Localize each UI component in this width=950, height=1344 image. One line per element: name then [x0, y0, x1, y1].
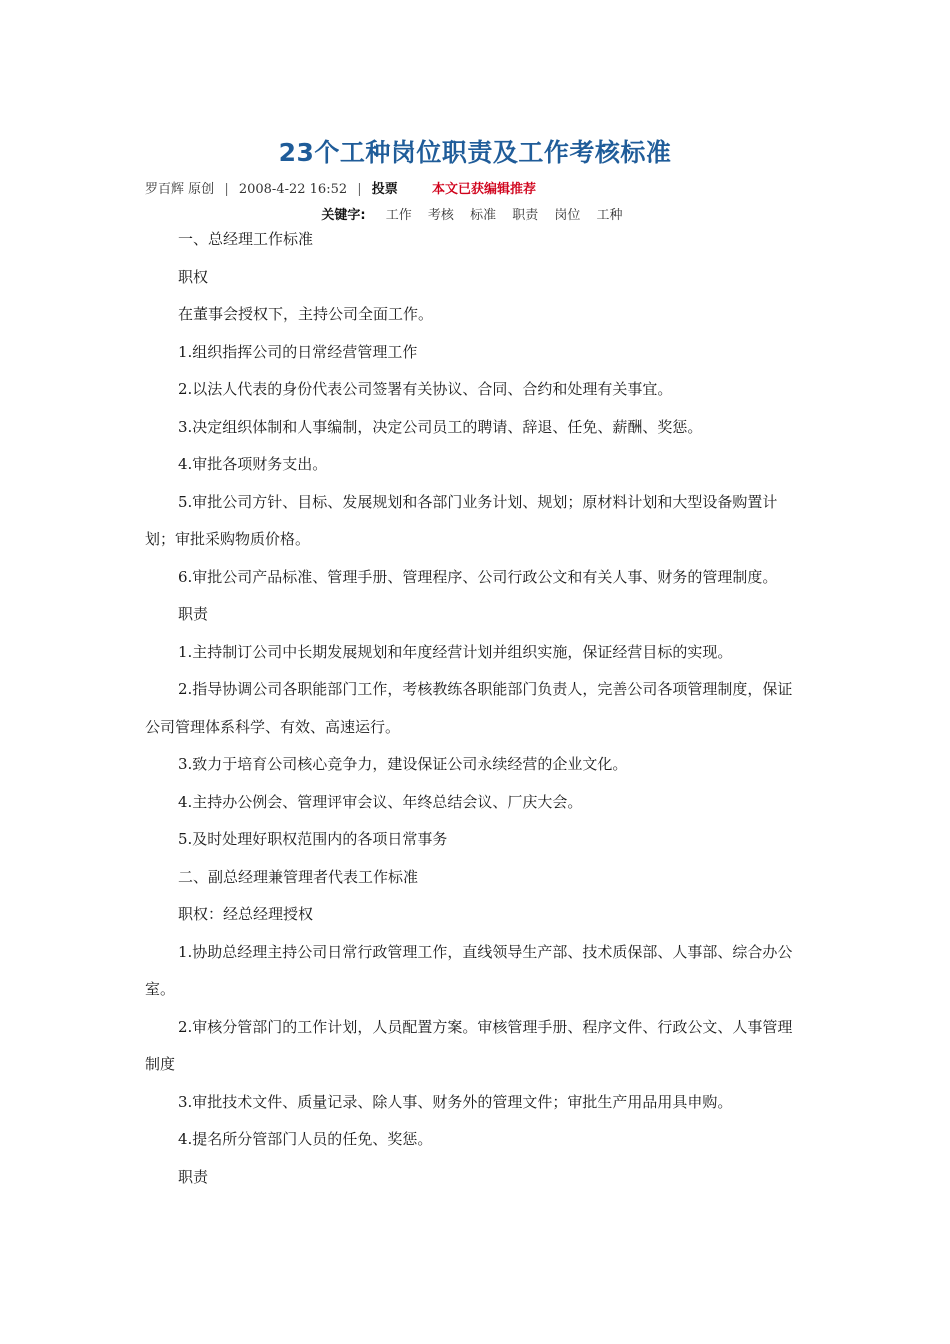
list-item: 2.审核分管部门的工作计划，人员配置方案。审核管理手册、程序文件、行政公文、人事管理制度 [145, 1017, 793, 1073]
meta-divider: | [357, 182, 362, 197]
keywords-label: 关键字: [321, 208, 366, 223]
section-heading: 二、副总经理兼管理者代表工作标准 [178, 867, 419, 886]
list-item: 3.决定组织体制和人事编制，决定公司员工的聘请、辞退、任免、薪酬、奖惩。 [178, 417, 703, 436]
section-heading: 一、总经理工作标准 [178, 230, 314, 248]
subsection-heading: 职权 [178, 267, 209, 286]
article-meta [145, 178, 536, 197]
body-paragraph: 在董事会授权下，主持公司全面工作。 [178, 305, 434, 323]
list-item: 4.提名所分管部门人员的任免、奖惩。 [178, 1130, 433, 1148]
subsection-heading: 职责 [178, 1167, 209, 1186]
author-name[interactable]: 罗百辉 [145, 182, 185, 197]
list-item: 1.主持制订公司中长期发展规划和年度经营计划并组织实施，保证经营目标的实现。 [178, 642, 733, 661]
list-item: 2.以法人代表的身份代表公司签署有关协议、合同、合约和处理有关事宜。 [178, 380, 673, 398]
editor-recommend-badge: 本文已获编辑推荐 [431, 182, 536, 197]
keyword-link[interactable]: 工作 [385, 208, 412, 223]
keyword-link[interactable]: 考核 [427, 208, 454, 223]
list-item: 5.及时处理好职权范围内的各项日常事务 [178, 830, 448, 848]
meta-divider: | [224, 182, 229, 197]
list-item: 5.审批公司方针、目标、发展规划和各部门业务计划、规划；原材料计划和大型设备购置计划；审批采购物质价格。 [145, 492, 778, 548]
keyword-link[interactable]: 职责 [512, 208, 539, 223]
list-item: 1.组织指挥公司的日常经营管理工作 [178, 342, 418, 361]
subsection-heading: 职权：经总经理授权 [178, 905, 314, 923]
list-item: 2.指导协调公司各职能部门工作，考核教练各职能部门负责人，完善公司各项管理制度，保证公司管理体系科学、有效、高速运行。 [145, 680, 793, 736]
list-item: 3.审批技术文件、质量记录、除人事、财务外的管理文件；审批生产用品用具申购。 [178, 1092, 733, 1111]
vote-link[interactable]: 投票 [371, 182, 398, 197]
page-title: 23个工种岗位职责及工作考核标准 [278, 138, 672, 167]
list-item: 1.协助总经理主持公司日常行政管理工作，直线领导生产部、技术质保部、人事部、综合办公室。 [145, 942, 793, 998]
list-item: 4.主持办公例会、管理评审会议、年终总结会议、厂庆大会。 [178, 792, 583, 811]
article-body [145, 221, 805, 1196]
article-type: 原创 [188, 182, 215, 197]
keyword-link[interactable]: 工种 [596, 208, 623, 223]
publish-datetime: 2008-4-22 16:52 [238, 182, 348, 197]
list-item: 6.审批公司产品标准、管理手册、管理程序、公司行政公文和有关人事、财务的管理制度。 [178, 567, 778, 586]
keyword-link[interactable]: 岗位 [554, 208, 581, 223]
list-item: 4.审批各项财务支出。 [178, 455, 328, 473]
list-item: 3.致力于培育公司核心竞争力，建设保证公司永续经营的企业文化。 [178, 755, 628, 773]
keyword-link[interactable]: 标准 [470, 208, 497, 223]
subsection-heading: 职责 [178, 605, 209, 623]
